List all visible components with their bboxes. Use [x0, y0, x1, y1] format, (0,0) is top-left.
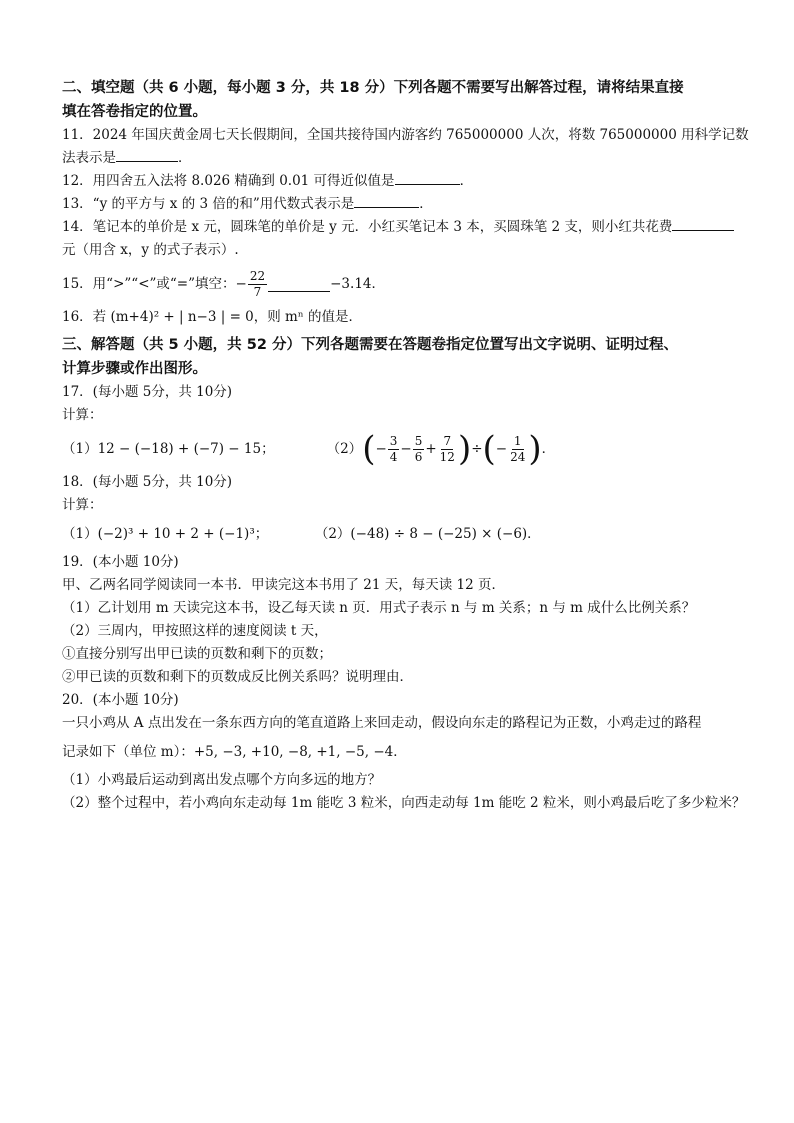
question-11-line1: 11．2024 年国庆黄金周七天长假期间，全国共接待国内游客约 765000000 人次，将数 765000000 用科学记数 — [62, 127, 749, 143]
question-18-header: 18．(每小题 5分，共 10分) — [62, 474, 233, 490]
question-17-header: 17．(每小题 5分，共 10分) — [62, 384, 233, 400]
question-14-line2: 元（用含 x，y 的式子表示）. — [62, 242, 239, 258]
fraction-22-7 — [248, 269, 267, 300]
question-13-text: 13．“y 的平方与 x 的 3 倍的和”用代数式表示是 — [62, 196, 355, 212]
fraction-denominator: 4 — [389, 449, 398, 464]
question-17-parts: （1）12 − (−18) + (−7) − 15； （2） ( − $\frac{3}{4}$ − $\frac{5}{6}$ + $\frac{7}{12}$ ) ÷ ( − $\frac{1}{24}$ ) ． — [62, 429, 556, 469]
right-paren: ) — [528, 429, 542, 469]
question-12-text: 12．用四舍五入法将 8.026 精确到 0.01 可得近似值是 — [62, 173, 395, 189]
question-17-part1: （1）12 − (−18) + (−7) − 15； — [62, 441, 275, 457]
question-15-text: 15．用“>”“<”或“=”填空：− — [62, 276, 247, 292]
fraction-1-24 — [508, 434, 527, 465]
fraction-numerator: 7 — [443, 433, 452, 448]
fraction-denominator: 6 — [414, 449, 423, 464]
answer-blank-11 — [116, 147, 178, 162]
question-15 — [62, 262, 742, 306]
question-19-line1: 甲、乙两名同学阅读同一本书．甲读完这本书用了 21 天，每天读 12 页． — [62, 577, 506, 593]
left-paren: ( — [362, 429, 376, 469]
question-18-part1: （1）(−2)³ + 10 + 2 + (−1)³； — [62, 526, 269, 542]
question-19-line4: ①直接分别写出甲已读的页数和剩下的页数； — [62, 646, 332, 662]
question-12: 12．用四舍五入法将 8.026 精确到 0.01 可得近似值是 ． — [62, 170, 742, 193]
fraction-denominator: 7 — [253, 284, 262, 299]
fraction-numerator: 22 — [249, 268, 266, 283]
question-17-part2-label: （2） — [326, 441, 363, 457]
fraction-5-6 — [413, 434, 425, 465]
question-18-part2: （2）(−48) ÷ 8 − (−25) × (−6)． — [314, 526, 541, 542]
question-20-line4: （2）整个过程中，若小鸡向东走动每 1m 能吃 3 粒米，向西走动每 1m 能吃 2 粒米，则小鸡最后吃了多少粒米？ — [62, 795, 746, 811]
fraction-numerator: 5 — [414, 433, 423, 448]
question-18-parts — [62, 517, 742, 551]
answer-blank-15 — [268, 277, 330, 292]
answer-blank-12 — [395, 170, 460, 185]
question-19-line2: （1）乙计划用 m 天读完这本书，设乙每天读 n 页．用式子表示 n 与 m 关系；n 与 m 成什么比例关系？ — [62, 600, 696, 616]
answer-blank-13 — [354, 193, 419, 208]
section-2-title-line1: 二、填空题（共 6 小题，每小题 3 分，共 18 分）下列各题不需要写出解答过程，请将结果直接 — [62, 80, 684, 96]
question-19-line5: ②甲已读的页数和剩下的页数成反比例关系吗？说明理由． — [62, 669, 413, 685]
question-20-line2: 记录如下（单位 m）：+5, −3, +10, −8, +1, −5, −4． — [62, 744, 407, 760]
question-11-text: 法表示是 — [62, 150, 116, 166]
question-19-header: 19．(本小题 10分) — [62, 554, 179, 570]
question-20-line3: （1）小鸡最后运动到离出发点哪个方向多远的地方？ — [62, 772, 382, 788]
section-2-title-line2: 填在答卷指定的位置。 — [62, 104, 207, 120]
question-14-line1 — [62, 216, 742, 239]
left-paren: ( — [482, 429, 496, 469]
fraction-7-12 — [438, 434, 457, 465]
section-3-title-line2: 计算步骤或作出图形。 — [62, 361, 207, 377]
fraction-3-4 — [388, 434, 400, 465]
question-17-calc-label: 计算： — [62, 407, 103, 423]
answer-blank-14 — [672, 216, 734, 231]
exam-page — [62, 76, 749, 815]
question-14-text: 14．笔记本的单价是 x 元，圆珠笔的单价是 y 元．小红买笔记本 3 本，买圆珠笔 2 支，则小红共花费 — [62, 219, 673, 235]
section-3-title-line1: 三、解答题（共 5 小题，共 52 分）下列各题需要在答题卷指定位置写出文字说明、证明过程、 — [62, 337, 678, 353]
question-15-tail: −3.14． — [330, 276, 385, 292]
question-20-header: 20．(本小题 10分) — [62, 692, 179, 708]
question-16: 16．若 (m+4)² + | n−3 | = 0，则 mⁿ 的值是． — [62, 309, 362, 325]
fraction-numerator: 1 — [513, 433, 522, 448]
fraction-denominator: 24 — [510, 449, 526, 464]
question-18-calc-label: 计算： — [62, 497, 103, 513]
question-20-line1: 一只小鸡从 A 点出发在一条东西方向的笔直道路上来回走动，假设向东走的路程记为正数，小鸡走过的路程 — [62, 715, 702, 731]
question-13: 13．“y 的平方与 x 的 3 倍的和”用代数式表示是 ． — [62, 193, 742, 216]
fraction-numerator: 3 — [389, 433, 398, 448]
fraction-denominator: 12 — [439, 449, 455, 464]
right-paren: ) — [457, 429, 472, 469]
question-19-line3: （2）三周内，甲按照这样的速度阅读 t 天， — [62, 623, 328, 639]
question-11-line2: 法表示是 ． — [62, 147, 742, 170]
